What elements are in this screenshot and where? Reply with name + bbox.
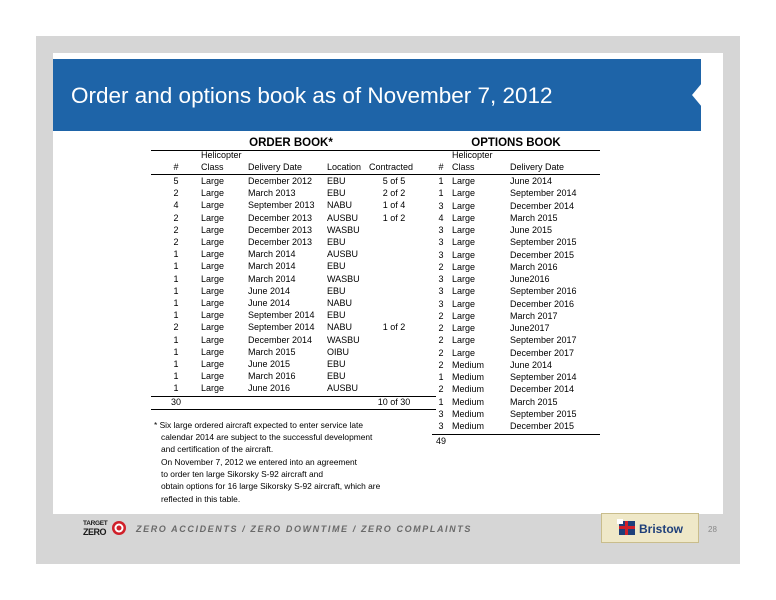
order-delivery-cell: June 2014 <box>248 285 291 296</box>
option-count-cell: 3 <box>438 408 444 419</box>
option-delivery-cell: December 2014 <box>510 384 575 395</box>
option-delivery-cell: December 2015 <box>510 421 575 431</box>
option-delivery-cell: March 2016 <box>510 261 558 272</box>
option-count-cell: 3 <box>438 237 444 248</box>
order-count-cell: 1 <box>173 334 179 345</box>
page-number: 28 <box>708 525 717 534</box>
option-delivery-cell: December 2016 <box>510 298 575 309</box>
order-delivery-cell: December 2013 <box>248 224 313 235</box>
order-location-cell: OIBU <box>327 346 350 357</box>
order-location-cell: EBU <box>327 261 346 272</box>
order-delivery-cell: December 2014 <box>248 334 313 345</box>
order-location-cell: AUSBU <box>327 212 359 223</box>
order-contracted-cell: 1 of 2 <box>382 212 406 223</box>
option-delivery-cell: June 2015 <box>510 225 553 235</box>
order-class-cell: Large <box>201 188 225 199</box>
order-total-contracted: 10 of 30 <box>377 397 411 407</box>
option-delivery-cell: September 2014 <box>510 372 577 382</box>
options-header-rule <box>432 174 600 175</box>
option-class-cell: Large <box>452 249 476 260</box>
option-delivery-cell: December 2014 <box>510 200 575 211</box>
order-location-cell: WASBU <box>327 334 360 345</box>
options-total: 49 <box>436 436 447 446</box>
order-location-cell: NABU <box>327 200 353 211</box>
order-location-cell: EBU <box>327 237 346 247</box>
order-class-cell: Large <box>201 273 225 284</box>
options-total-rule <box>432 434 600 435</box>
option-class-cell: Large <box>452 274 476 284</box>
footnote-line-7: reflected in this table. <box>161 494 241 504</box>
option-count-cell: 1 <box>438 396 444 407</box>
order-contracted-cell: 1 of 2 <box>382 322 406 333</box>
order-count-cell: 1 <box>173 273 179 284</box>
option-class-cell: Large <box>452 286 476 297</box>
option-count-cell: 2 <box>438 359 444 370</box>
option-count-cell: 3 <box>438 225 444 235</box>
options-header-delivery: Delivery Date <box>510 162 565 172</box>
order-count-cell: 2 <box>173 322 179 333</box>
order-count-cell: 1 <box>173 371 179 382</box>
order-class-cell: Large <box>201 346 225 357</box>
option-delivery-cell: September 2015 <box>510 237 577 248</box>
options-book-heading: OPTIONS BOOK <box>471 137 561 149</box>
order-location-cell: EBU <box>327 359 346 369</box>
option-count-cell: 2 <box>438 261 444 272</box>
order-class-cell: Large <box>201 176 225 186</box>
option-class-cell: Large <box>452 237 476 248</box>
footnote-line-6: obtain options for 16 large Sikorsky S-92 aircraft, which are <box>161 481 381 491</box>
options-header-helicopter: Helicopter <box>452 150 493 160</box>
order-class-cell: Large <box>201 371 225 382</box>
option-class-cell: Large <box>452 323 476 333</box>
option-class-cell: Large <box>452 310 476 321</box>
order-location-cell: EBU <box>327 188 346 199</box>
order-delivery-cell: September 2014 <box>248 310 315 321</box>
target-bullseye-icon <box>111 520 127 536</box>
order-delivery-cell: March 2015 <box>248 346 296 357</box>
order-class-cell: Large <box>201 310 225 321</box>
order-delivery-cell: June 2016 <box>248 383 291 394</box>
target-logo-bottom-text: ZERO <box>83 527 107 537</box>
order-location-cell: AUSBU <box>327 383 359 394</box>
order-count-cell: 1 <box>173 261 179 272</box>
order-book-heading: ORDER BOOK* <box>249 137 333 149</box>
option-count-cell: 3 <box>438 200 444 211</box>
order-header-helicopter: Helicopter <box>201 150 242 160</box>
option-count-cell: 3 <box>438 286 444 297</box>
option-delivery-cell: September 2016 <box>510 286 577 297</box>
order-class-cell: Large <box>201 298 225 308</box>
order-location-cell: WASBU <box>327 273 360 284</box>
option-delivery-cell: December 2015 <box>510 249 575 260</box>
banner-arrow <box>683 59 701 131</box>
options-header-class: Class <box>452 162 475 172</box>
option-count-cell: 1 <box>438 188 444 199</box>
order-class-cell: Large <box>201 212 225 223</box>
option-delivery-cell: September 2014 <box>510 188 577 199</box>
order-class-cell: Large <box>201 224 225 235</box>
option-delivery-cell: September 2015 <box>510 408 577 419</box>
order-class-cell: Large <box>201 200 225 211</box>
order-location-cell: EBU <box>327 176 346 186</box>
option-class-cell: Large <box>452 200 476 211</box>
option-class-cell: Large <box>452 298 476 309</box>
order-count-cell: 1 <box>173 346 179 357</box>
order-contracted-cell: 5 of 5 <box>382 176 406 186</box>
order-location-cell: EBU <box>327 285 346 296</box>
options-header-hash: # <box>438 162 444 172</box>
order-count-cell: 4 <box>173 200 179 211</box>
footnote-line-5: to order ten large Sikorsky S-92 aircraft and <box>161 469 323 479</box>
option-delivery-cell: March 2015 <box>510 212 558 223</box>
order-class-cell: Large <box>201 334 225 345</box>
option-count-cell: 3 <box>438 249 444 260</box>
option-delivery-cell: December 2017 <box>510 347 575 358</box>
option-count-cell: 1 <box>438 176 444 186</box>
footnote-line-4: On November 7, 2012 we entered into an agreement <box>161 457 358 467</box>
option-class-cell: Large <box>452 261 476 272</box>
order-class-cell: Large <box>201 261 225 272</box>
option-class-cell: Large <box>452 335 476 346</box>
order-class-cell: Large <box>201 237 225 247</box>
order-location-cell: EBU <box>327 310 346 321</box>
order-count-cell: 2 <box>173 224 179 235</box>
order-delivery-cell: March 2014 <box>248 261 296 272</box>
option-class-cell: Large <box>452 188 476 199</box>
option-count-cell: 3 <box>438 421 444 431</box>
order-header-location: Location <box>327 162 362 172</box>
option-class-cell: Medium <box>452 384 485 395</box>
bristow-flag-icon <box>617 519 637 537</box>
option-count-cell: 2 <box>438 310 444 321</box>
order-count-cell: 2 <box>173 237 179 247</box>
order-location-cell: EBU <box>327 371 346 382</box>
option-class-cell: Large <box>452 225 476 235</box>
order-count-cell: 1 <box>173 359 179 369</box>
order-book-top-rule <box>151 150 436 151</box>
order-delivery-cell: March 2013 <box>248 188 296 199</box>
order-delivery-cell: March 2016 <box>248 371 296 382</box>
footnote-line-2: calendar 2014 are subject to the successful development <box>161 432 373 442</box>
order-contracted-cell: 2 of 2 <box>382 188 406 199</box>
option-count-cell: 4 <box>438 212 444 223</box>
option-class-cell: Medium <box>452 421 485 431</box>
option-delivery-cell: June 2014 <box>510 176 553 186</box>
order-count-cell: 1 <box>173 298 179 308</box>
option-delivery-cell: March 2017 <box>510 310 558 321</box>
footer-slogan: ZERO ACCIDENTS / ZERO DOWNTIME / ZERO COMPLAINTS <box>136 524 472 534</box>
bristow-brand: Bristow <box>639 522 684 536</box>
option-count-cell: 1 <box>438 372 444 382</box>
option-delivery-cell: June 2014 <box>510 359 553 370</box>
order-count-cell: 1 <box>173 285 179 296</box>
option-count-cell: 2 <box>438 323 444 333</box>
option-class-cell: Large <box>452 212 476 223</box>
footnote-line-3: and certification of the aircraft. <box>161 444 274 454</box>
order-delivery-cell: December 2012 <box>248 176 313 186</box>
option-delivery-cell: September 2017 <box>510 335 577 346</box>
order-delivery-cell: March 2014 <box>248 273 296 284</box>
order-header-class: Class <box>201 162 224 172</box>
order-count-cell: 1 <box>173 310 179 321</box>
option-class-cell: Medium <box>452 372 485 382</box>
slide <box>53 53 723 547</box>
order-count-cell: 5 <box>173 176 179 186</box>
order-location-cell: WASBU <box>327 224 360 235</box>
order-header-rule <box>151 174 436 175</box>
option-count-cell: 2 <box>438 347 444 358</box>
order-class-cell: Large <box>201 359 225 369</box>
order-delivery-cell: September 2013 <box>248 200 315 211</box>
option-delivery-cell: June2017 <box>510 323 550 333</box>
order-class-cell: Large <box>201 285 225 296</box>
order-delivery-cell: December 2013 <box>248 212 313 223</box>
order-count-cell: 1 <box>173 383 179 394</box>
option-class-cell: Large <box>452 347 476 358</box>
order-header-hash: # <box>173 162 179 172</box>
order-delivery-cell: September 2014 <box>248 322 315 333</box>
order-bottom-rule <box>151 409 436 410</box>
order-delivery-cell: March 2014 <box>248 249 296 260</box>
order-delivery-cell: December 2013 <box>248 237 313 247</box>
order-delivery-cell: June 2015 <box>248 359 291 369</box>
option-count-cell: 2 <box>438 384 444 395</box>
order-header-delivery: Delivery Date <box>248 162 303 172</box>
order-class-cell: Large <box>201 249 225 260</box>
order-count-cell: 2 <box>173 188 179 199</box>
slide-title: Order and options book as of November 7, 2012 <box>71 83 553 108</box>
option-class-cell: Medium <box>452 408 485 419</box>
order-location-cell: NABU <box>327 322 353 333</box>
option-delivery-cell: June2016 <box>510 274 550 284</box>
option-count-cell: 2 <box>438 335 444 346</box>
order-class-cell: Large <box>201 383 225 394</box>
option-class-cell: Medium <box>452 359 485 370</box>
option-class-cell: Large <box>452 176 476 186</box>
order-location-cell: NABU <box>327 298 353 308</box>
option-count-cell: 3 <box>438 298 444 309</box>
order-count-cell: 2 <box>173 212 179 223</box>
order-location-cell: AUSBU <box>327 249 359 260</box>
order-delivery-cell: June 2014 <box>248 298 291 308</box>
order-header-contracted: Contracted <box>369 162 414 172</box>
order-class-cell: Large <box>201 322 225 333</box>
option-count-cell: 3 <box>438 274 444 284</box>
order-total-count: 30 <box>170 397 181 407</box>
option-class-cell: Medium <box>452 396 485 407</box>
order-count-cell: 1 <box>173 249 179 260</box>
target-logo-top-text: TARGET <box>83 520 108 527</box>
target-zero-logo <box>83 519 127 539</box>
order-contracted-cell: 1 of 4 <box>382 200 406 211</box>
option-delivery-cell: March 2015 <box>510 396 558 407</box>
footnote-line-1: * Six large ordered aircraft expected to enter service late <box>154 420 364 430</box>
